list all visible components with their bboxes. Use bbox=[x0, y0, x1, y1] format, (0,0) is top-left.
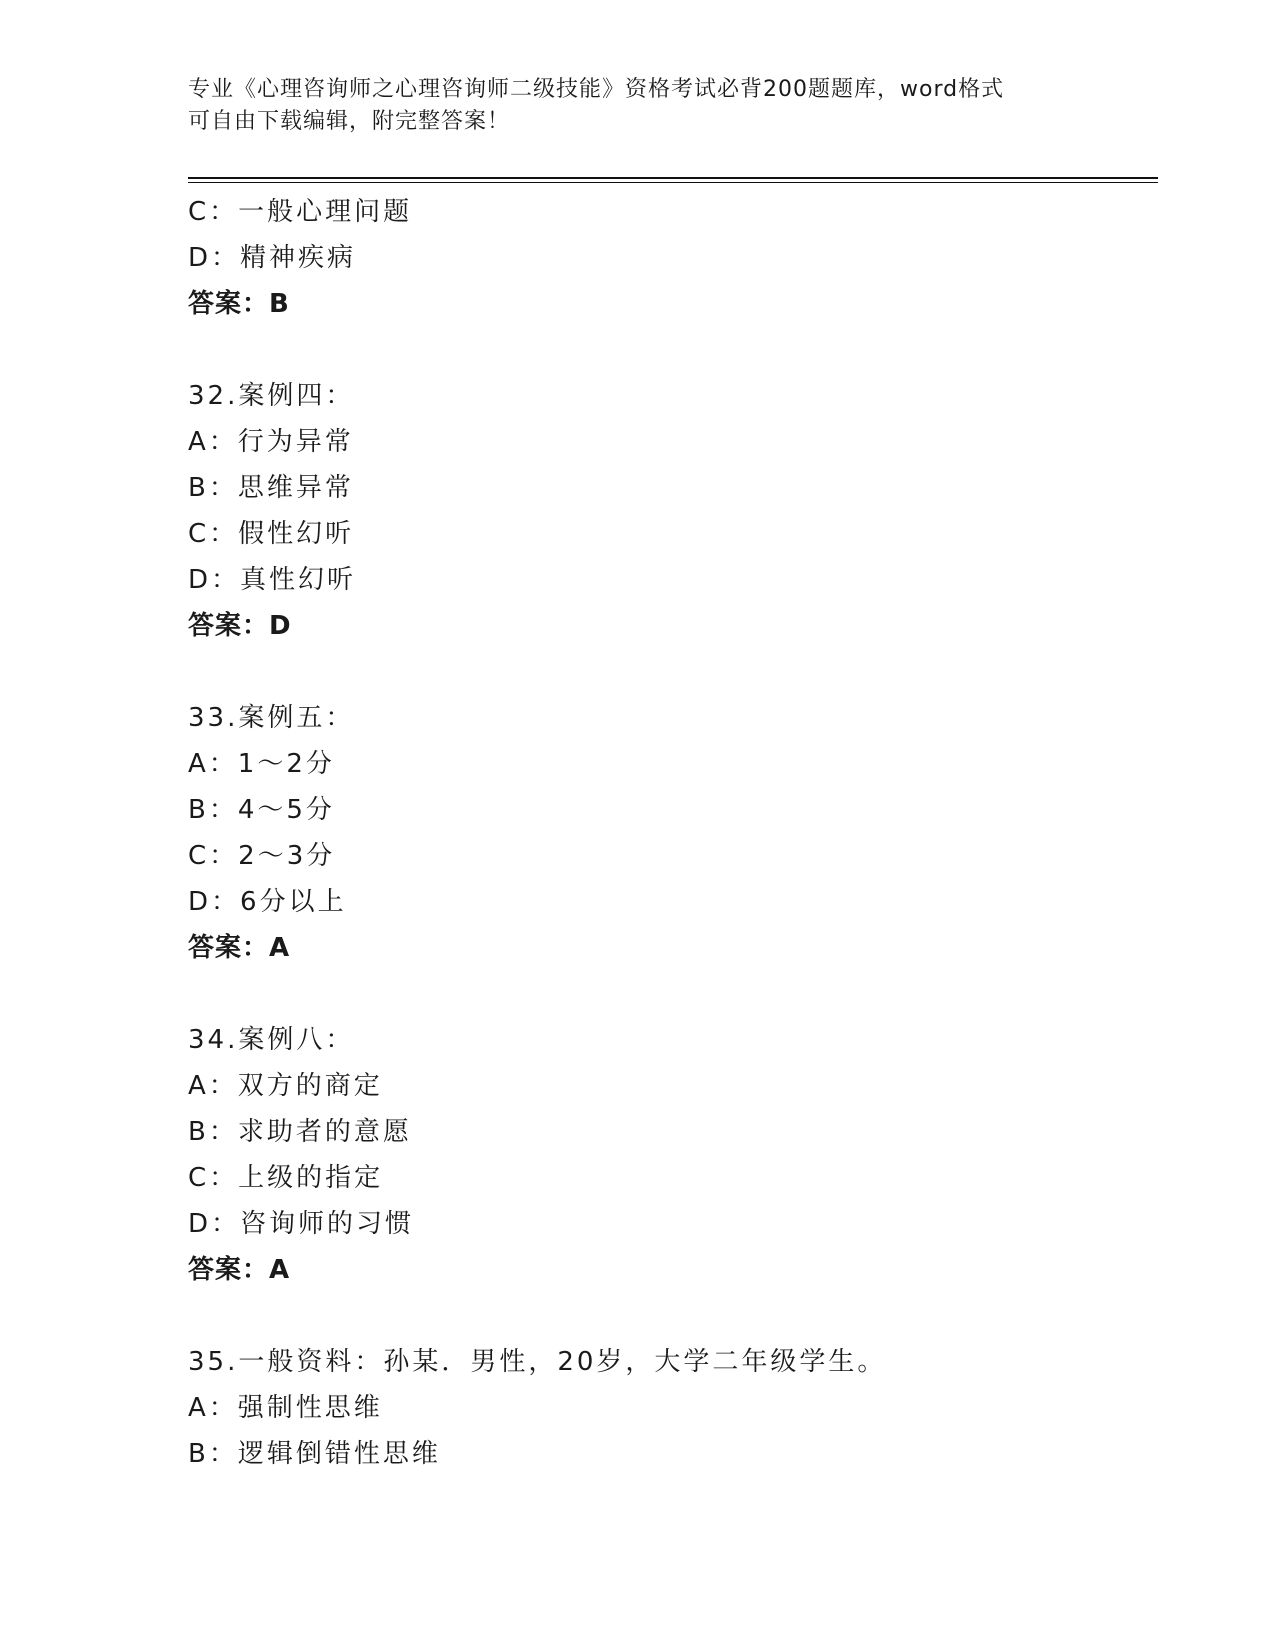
question-list bbox=[188, 189, 1158, 1477]
question-block bbox=[188, 1017, 1158, 1293]
question-block bbox=[188, 373, 1158, 649]
question-title: 32.案例四： bbox=[188, 381, 355, 411]
option-d: D：咨询师的习惯 bbox=[188, 1209, 415, 1239]
option-b: B：求助者的意愿 bbox=[188, 1117, 412, 1147]
question-title: 34.案例八： bbox=[188, 1025, 355, 1055]
option-b: B：思维异常 bbox=[188, 473, 354, 503]
question-block bbox=[188, 189, 1158, 327]
option-d: D：真性幻听 bbox=[188, 565, 357, 595]
option-c: C：一般心理问题 bbox=[188, 197, 413, 227]
header-divider-thick bbox=[188, 177, 1158, 179]
spacer bbox=[188, 1293, 1158, 1339]
header-divider-thin bbox=[188, 182, 1158, 183]
question-block bbox=[188, 695, 1158, 971]
spacer bbox=[188, 327, 1158, 373]
spacer bbox=[188, 649, 1158, 695]
option-a: A：强制性思维 bbox=[188, 1393, 383, 1423]
header-line-1: 专业《心理咨询师之心理咨询师二级技能》资格考试必背200题题库，word格式 bbox=[188, 77, 1005, 102]
question-block bbox=[188, 1339, 1158, 1477]
option-a: A：双方的商定 bbox=[188, 1071, 383, 1101]
option-b: B：逻辑倒错性思维 bbox=[188, 1439, 441, 1469]
header-line-2: 可自由下载编辑，附完整答案！ bbox=[188, 109, 511, 134]
option-c: C：假性幻听 bbox=[188, 519, 355, 549]
spacer bbox=[188, 971, 1158, 1017]
question-title: 33.案例五： bbox=[188, 703, 355, 733]
option-c: C：2～3分 bbox=[188, 841, 336, 871]
document-header bbox=[188, 74, 1088, 138]
option-b: B：4～5分 bbox=[188, 795, 335, 825]
answer-label: 答案：A bbox=[188, 1255, 291, 1285]
answer-label: 答案：D bbox=[188, 611, 292, 641]
answer-label: 答案：A bbox=[188, 933, 291, 963]
answer-label: 答案：B bbox=[188, 289, 290, 319]
option-c: C：上级的指定 bbox=[188, 1163, 384, 1193]
question-title: 35.一般资料：孙某．男性，20岁，大学二年级学生。 bbox=[188, 1347, 887, 1377]
option-a: A：行为异常 bbox=[188, 427, 354, 457]
option-a: A：1～2分 bbox=[188, 749, 335, 779]
option-d: D：6分以上 bbox=[188, 887, 347, 917]
option-d: D：精神疾病 bbox=[188, 243, 357, 273]
